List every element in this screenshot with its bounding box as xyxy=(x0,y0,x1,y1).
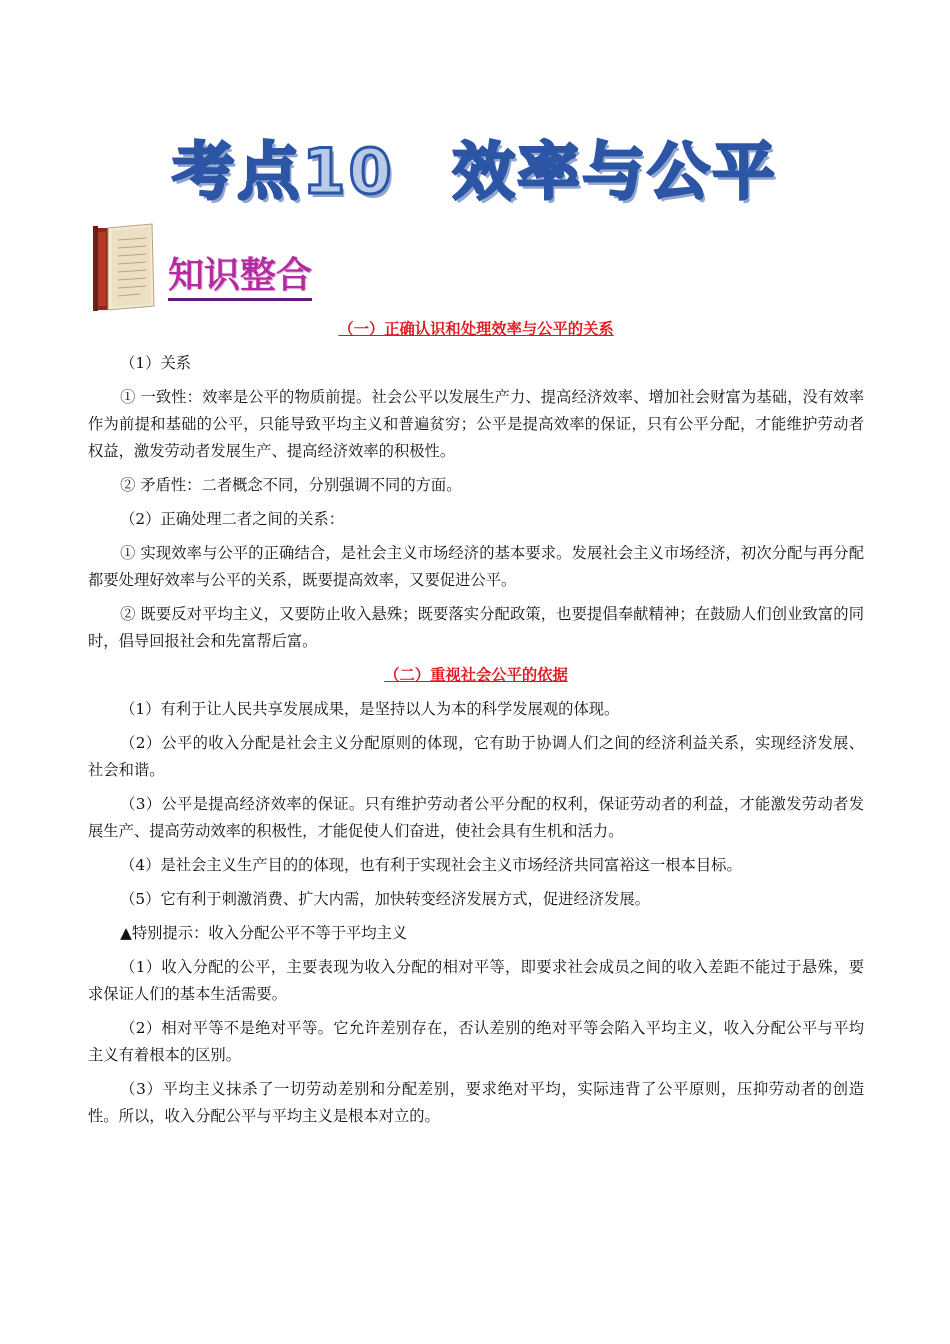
title-part2: 效率与公平 xyxy=(452,135,778,208)
paragraph: （2）公平的收入分配是社会主义分配原则的体现，它有助于协调人们之间的经济利益关系，实现经济发展、社会和谐。 xyxy=(88,734,864,779)
section-header xyxy=(92,222,392,314)
paragraph: （1）收入分配的公平，主要表现为收入分配的相对平等，即要求社会成员之间的收入差距不能过于悬殊，要求保证人们的基本生活需要。 xyxy=(88,958,864,1003)
title-block xyxy=(0,122,950,211)
title-part1: 考点10 xyxy=(172,135,395,208)
paragraph: （3）平均主义抹杀了一切劳动差别和分配差别，要求绝对平均，实际违背了公平原则，压抑劳动者的创造性。所以，收入分配公平与平均主义是根本对立的。 xyxy=(88,1080,864,1125)
paragraph: ② 既要反对平均主义，又要防止收入悬殊；既要落实分配政策，也要提倡奉献精神；在鼓励人们创业致富的同时，倡导回报社会和先富帮后富。 xyxy=(88,605,864,650)
paragraph: （5）它有利于刺激消费、扩大内需，加快转变经济发展方式，促进经济发展。 xyxy=(120,890,650,908)
content-body xyxy=(88,316,864,1137)
book-icon xyxy=(92,222,158,312)
page-title xyxy=(172,122,777,211)
paragraph: （1）关系 xyxy=(120,354,192,372)
section-heading-1: （一）正确认识和处理效率与公平的关系 xyxy=(338,320,614,338)
paragraph: ① 一致性：效率是公平的物质前提。社会公平以发展生产力、提高经济效率、增加社会财富为基础，没有效率作为前提和基础的公平，只能导致平均主义和普遍贫穷；公平是提高效率的保证，只有公平分配，才能维护劳动者权益，激发劳动者发展生产、提高经济效率的积极性。 xyxy=(88,388,864,460)
paragraph: （2）相对平等不是绝对平等。它允许差别存在，否认差别的绝对平等会陷入平均主义，收入分配公平与平均主义有着根本的区别。 xyxy=(88,1019,864,1064)
paragraph: ① 实现效率与公平的正确结合，是社会主义市场经济的基本要求。发展社会主义市场经济，初次分配与再分配都要处理好效率与公平的关系，既要提高效率，又要促进公平。 xyxy=(88,544,864,589)
paragraph: （4）是社会主义生产目的的体现，也有利于实现社会主义市场经济共同富裕这一根本目标。 xyxy=(120,856,742,874)
section-heading-2: （二）重视社会公平的依据 xyxy=(384,666,568,684)
paragraph: （2）正确处理二者之间的关系： xyxy=(120,510,345,528)
paragraph: （3）公平是提高经济效率的保证。只有维护劳动者公平分配的权利，保证劳动者的利益，才能激发劳动者发展生产、提高劳动效率的积极性，才能促使人们奋进，使社会具有生机和活力。 xyxy=(88,795,864,840)
paragraph: （1）有利于让人民共享发展成果，是坚持以人为本的科学发展观的体现。 xyxy=(120,700,620,718)
paragraph: ② 矛盾性：二者概念不同，分别强调不同的方面。 xyxy=(120,476,462,494)
tip-heading: ▲特别提示：收入分配公平不等于平均主义 xyxy=(120,924,408,942)
section-label: 知识整合 xyxy=(168,256,312,301)
